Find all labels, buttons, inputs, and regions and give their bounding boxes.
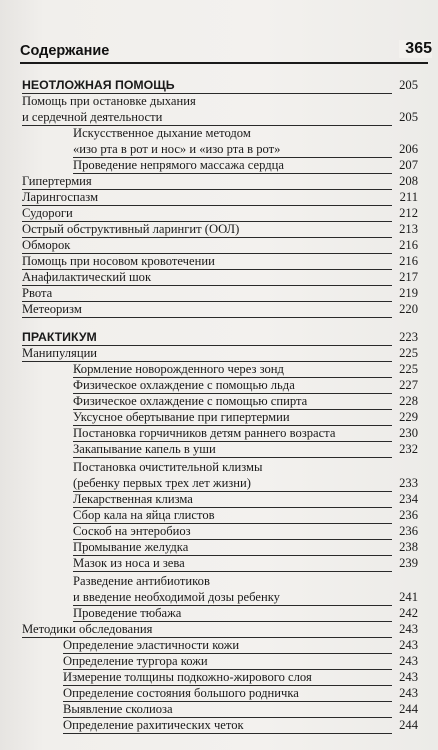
toc-page: 225: [399, 346, 418, 360]
toc-entry: Лекарственная клизма: [73, 491, 392, 508]
toc-entry: «изо рта в рот и нос» и «изо рта в рот»: [73, 141, 392, 158]
toc-entry: Определение рахитических четок: [63, 717, 392, 734]
toc-page: 212: [399, 206, 418, 220]
toc-entry: Помощь при остановке дыхания: [22, 94, 196, 108]
toc-page: 220: [399, 302, 418, 316]
toc-entry: Промывание желудка: [73, 539, 392, 556]
toc-page: 244: [399, 718, 418, 732]
toc-page: 205: [399, 78, 418, 92]
toc-page: 234: [399, 492, 418, 506]
section-title: Содержание: [20, 43, 110, 59]
toc-entry: Определение состояния большого родничка: [63, 685, 392, 702]
toc-entry: (ребенку первых трех лет жизни): [73, 475, 392, 492]
toc-page: 236: [399, 524, 418, 538]
toc-entry: Проведение непрямого массажа сердца: [73, 157, 392, 174]
toc-entry: Обморок: [22, 237, 392, 254]
toc-page: 207: [399, 158, 418, 172]
toc-entry: Физическое охлаждение с помощью льда: [73, 377, 392, 394]
toc-entry: Физическое охлаждение с помощью спирта: [73, 393, 392, 410]
toc-page: 213: [399, 222, 418, 236]
toc-entry: Измерение толщины подкожно-жирового слоя: [63, 669, 392, 686]
toc-page: 233: [399, 476, 418, 490]
header-rule: [20, 62, 428, 64]
toc-page: 243: [399, 638, 418, 652]
toc-page: 228: [399, 394, 418, 408]
toc-entry: Соскоб на энтеробиоз: [73, 523, 392, 540]
toc-entry: Закапывание капель в уши: [73, 441, 392, 458]
toc-entry: Судороги: [22, 205, 392, 222]
toc-page: 244: [399, 702, 418, 716]
toc-page: 205: [399, 110, 418, 124]
toc-entry: Манипуляции: [22, 345, 392, 362]
toc-entry: Метеоризм: [22, 301, 392, 318]
toc-page: 216: [399, 238, 418, 252]
toc-entry: Искусственное дыхание методом: [73, 126, 251, 140]
toc-entry: Уксусное обертывание при гипертермии: [73, 409, 392, 426]
toc-entry: Определение эластичности кожи: [63, 637, 392, 654]
toc-page: 223: [399, 330, 418, 344]
toc-entry: Мазок из носа и зева: [73, 555, 392, 572]
toc-entry: Рвота: [22, 285, 392, 302]
toc-page: 216: [399, 254, 418, 268]
toc-page: 206: [399, 142, 418, 156]
toc-page: 242: [399, 606, 418, 620]
toc-page: 219: [399, 286, 418, 300]
toc-page: 243: [399, 622, 418, 636]
toc-entry: Анафилактический шок: [22, 269, 392, 286]
toc-entry: Помощь при носовом кровотечении: [22, 253, 392, 270]
toc-entry: и введение необходимой дозы ребенку: [73, 589, 392, 606]
toc-page: 208: [399, 174, 418, 188]
toc-entry: Постановка горчичников детям раннего возраста: [73, 425, 392, 442]
toc-page: 225: [399, 362, 418, 376]
toc-entry: Гипертермия: [22, 173, 392, 190]
toc-page: 232: [399, 442, 418, 456]
toc-entry: Проведение тюбажа: [73, 605, 392, 622]
toc-entry: и сердечной деятельности: [22, 109, 392, 126]
toc-entry: Постановка очистительной клизмы: [73, 460, 263, 474]
toc-page: 241: [399, 590, 418, 604]
toc-page: 230: [399, 426, 418, 440]
toc-entry: Острый обструктивный ларингит (ООЛ): [22, 221, 392, 238]
toc-page: 239: [399, 556, 418, 570]
toc-page: 243: [399, 670, 418, 684]
toc-entry: Разведение антибиотиков: [73, 574, 210, 588]
toc-page: 211: [399, 190, 418, 204]
toc-page: 243: [399, 686, 418, 700]
toc-section-heading: ПРАКТИКУМ: [22, 329, 392, 346]
toc-entry: Сбор кала на яйца глистов: [73, 507, 392, 524]
toc-entry: Методики обследования: [22, 621, 392, 638]
toc-entry: Выявление сколиоза: [63, 701, 392, 718]
toc-page: 236: [399, 508, 418, 522]
page-number: 365: [399, 40, 432, 58]
toc-entry: Определение тургора кожи: [63, 653, 392, 670]
toc-page: 227: [399, 378, 418, 392]
running-head: [20, 40, 432, 62]
toc-page: 229: [399, 410, 418, 424]
toc-page: 243: [399, 654, 418, 668]
toc-entry: Ларингоспазм: [22, 189, 392, 206]
toc-page: 217: [399, 270, 418, 284]
toc-entry: Кормление новорожденного через зонд: [73, 361, 392, 378]
toc-page: 238: [399, 540, 418, 554]
toc-section-heading: НЕОТЛОЖНАЯ ПОМОЩЬ: [22, 77, 392, 94]
